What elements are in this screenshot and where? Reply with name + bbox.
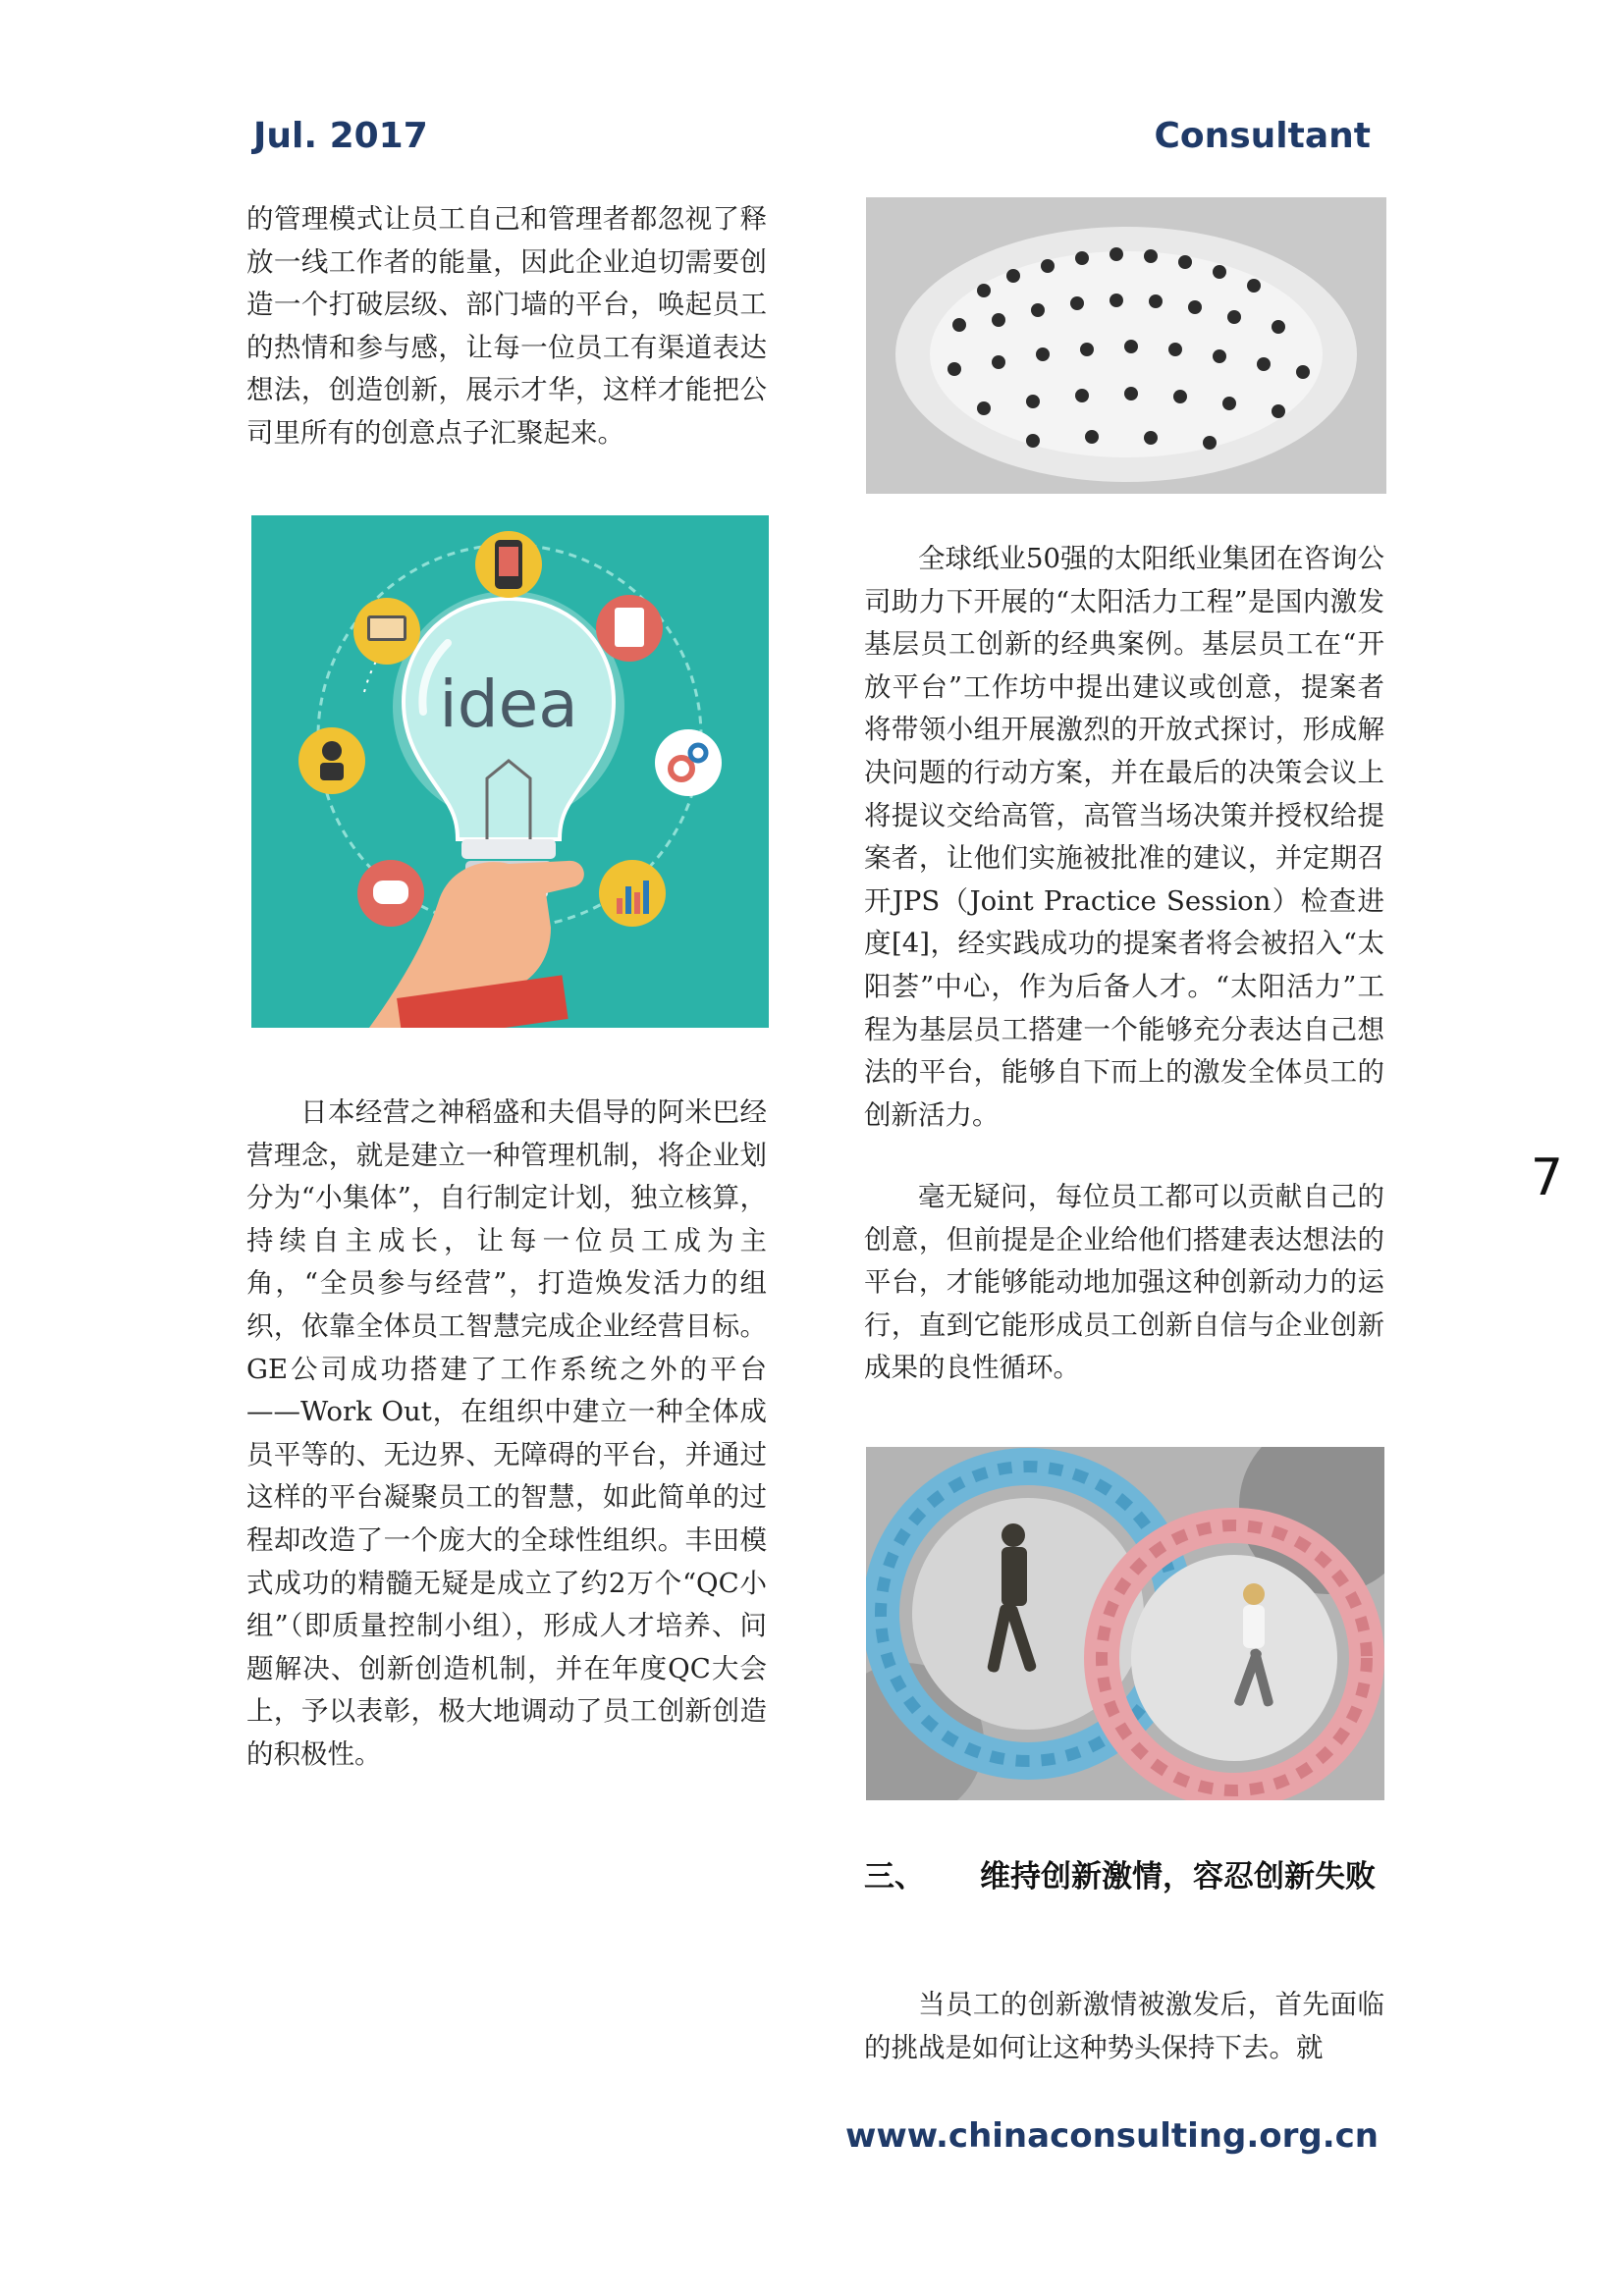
paragraph: 的管理模式让员工自己和管理者都忽视了释放一线工作者的能量，因此企业迫切需要创造一个打破层级、部门墙的平台，唤起员工的热情和参与感，让每一位员工有渠道表达想法，创造创新，展示才华，这样才能把公司里所有的创意点子汇聚起来。: [246, 203, 767, 449]
idea-lightbulb-illustration: [251, 515, 769, 1028]
gears-photo-svg: [866, 1447, 1384, 1800]
right-column-bottom: [864, 1984, 1384, 2069]
section-title: 维持创新激情，容忍创新失败: [980, 1859, 1376, 1895]
crowd-photo: [866, 197, 1386, 494]
header-date: Jul. 2017: [253, 116, 428, 156]
right-column-middle: [864, 1176, 1384, 1390]
left-column-top: [246, 198, 767, 455]
paragraph: 毫无疑问，每位员工都可以贡献自己的创意，但前提是企业给他们搭建表达想法的平台，才能够能动地加强这种创新动力的运行，直到它能形成员工创新自信与企业创新成果的良性循环。: [864, 1181, 1384, 1384]
left-column-bottom: [246, 1092, 767, 1777]
idea-bulb-text: idea: [439, 667, 578, 742]
footer-website-link[interactable]: www.chinaconsulting.org.cn: [844, 2116, 1379, 2156]
paragraph: 当员工的创新激情被激发后，首先面临的挑战是如何让这种势头保持下去。就: [864, 1989, 1384, 2063]
page-number: 7: [1530, 1148, 1563, 1207]
header-magazine-name: Consultant: [1154, 116, 1371, 156]
idea-illustration-svg: [251, 515, 769, 1028]
section-heading: [864, 1855, 1388, 1898]
crowd-photo-svg: [866, 197, 1386, 494]
gears-photo: [866, 1447, 1384, 1800]
section-number: 三、: [864, 1859, 925, 1895]
right-column-top: [864, 538, 1384, 1137]
paragraph: 全球纸业50强的太阳纸业集团在咨询公司助力下开展的“太阳活力工程”是国内激发基层员工创新的经典案例。基层员工在“开放平台”工作坊中提出建议或创意，提案者将带领小组开展激烈的开放式探讨，形成解决问题的行动方案，并在最后的决策会议上将提议交给高管，高管当场决策并授权给提案者，让他们实施被批准的建议，并定期召开JPS（Joint Practice Session）检查进度[4]，经实践成功的提案者将会被招入“太阳荟”中心，作为后备人才。“太阳活力”工程为基层员工搭建一个能够充分表达自己想法的平台，能够自下而上的激发全体员工的创新活力。: [864, 543, 1384, 1131]
paragraph: 日本经营之神稻盛和夫倡导的阿米巴经营理念，就是建立一种管理机制，将企业划分为“小集体”，自行制定计划，独立核算，持续自主成长，让每一位员工成为主角，“全员参与经营”，打造焕发活力的组织，依靠全体员工智慧完成企业经营目标。GE公司成功搭建了工作系统之外的平台——Work Out，在组织中建立一种全体成员平等的、无边界、无障碍的平台，并通过这样的平台凝聚员工的智慧，如此简单的过程却改造了一个庞大的全球性组织。丰田模式成功的精髓无疑是成立了约2万个“QC小组”（即质量控制小组），形成人才培养、问题解决、创新创造机制，并在年度QC大会上，予以表彰，极大地调动了员工创新创造的积极性。: [246, 1096, 767, 1770]
